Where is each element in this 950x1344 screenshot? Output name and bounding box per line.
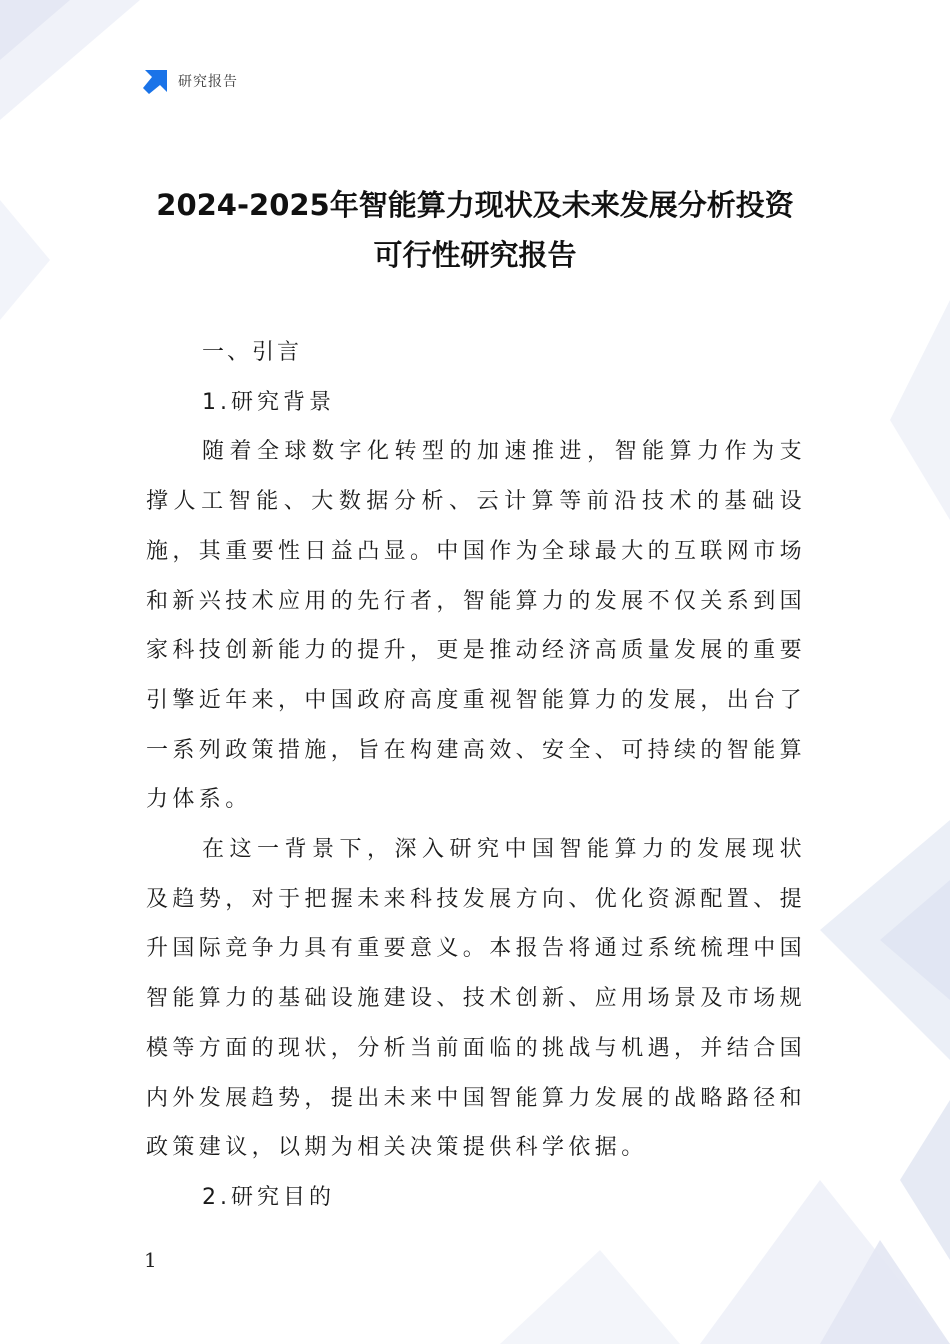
title-line-2: 可行性研究报告 [373, 238, 577, 272]
document-body [146, 328, 806, 1223]
arrow-up-right-icon [143, 68, 169, 94]
page-number: 1 [144, 1248, 157, 1272]
body-paragraph: 在这一背景下，深入研究中国智能算力的发展现状及趋势，对于把握未来科技发展方向、优化资源配置、提升国际竞争力具有重要意义。本报告将通过系统梳理中国智能算力的基础设施建设、技术创新、应用场景及市场规模等方面的现状，分析当前面临的挑战与机遇，并结合国内外发展趋势，提出未来中国智能算力发展的战略路径和政策建议，以期为相关决策提供科学依据。 [146, 837, 807, 1161]
title-line-1: 2024-2025年智能算力现状及未来发展分析投资 [156, 188, 794, 222]
page-header [143, 68, 238, 94]
subsection-heading-background: 1.研究背景 [202, 389, 335, 415]
document-title [140, 180, 810, 280]
section-heading-intro: 一、引言 [202, 340, 303, 365]
header-label: 研究报告 [178, 74, 238, 90]
body-paragraph: 随着全球数字化转型的加速推进，智能算力作为支撑人工智能、大数据分析、云计算等前沿技术的基础设施，其重要性日益凸显。中国作为全球最大的互联网市场和新兴技术应用的先行者，智能算力的发展不仅关系到国家科技创新能力的提升，更是推动经济高质量发展的重要引擎近年来，中国政府高度重视智能算力的发展，出台了一系列政策措施，旨在构建高效、安全、可持续的智能算力体系。 [146, 439, 807, 813]
subsection-heading-purpose: 2.研究目的 [202, 1184, 335, 1210]
